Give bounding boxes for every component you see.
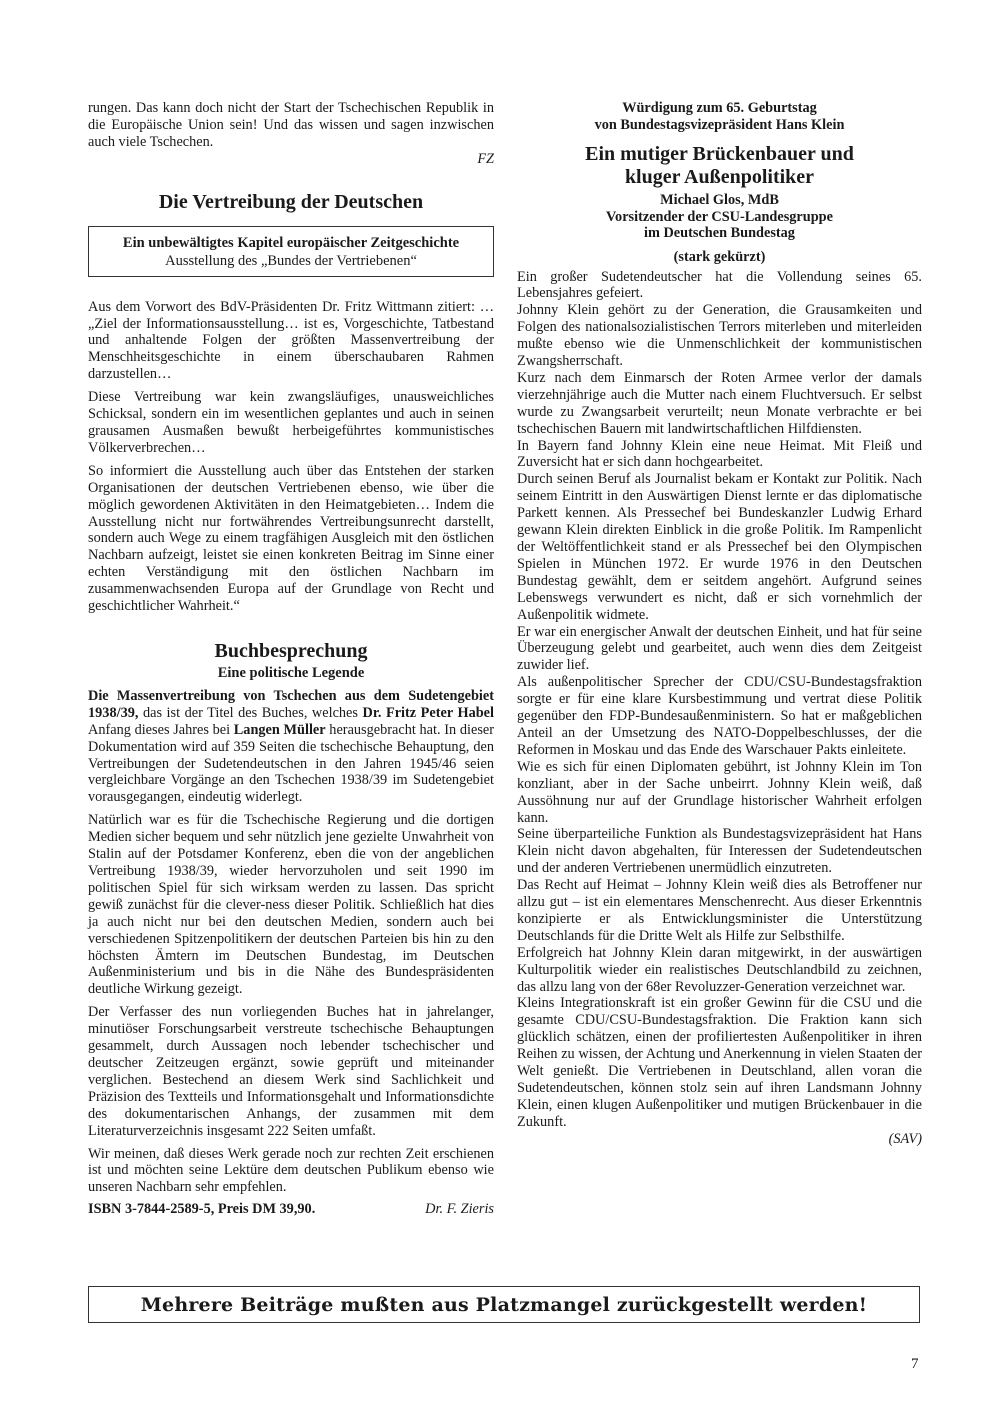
intro-signature-row bbox=[88, 151, 494, 168]
book-title: Die Massenvertreibung von Tschechen aus dem Sudetengebiet 1938/39, bbox=[88, 687, 494, 721]
paragraph: Natürlich war es für die Tschechische Regierung und die dortigen Medien sicher bequem und sehr nützlich jene gezielte Unwahrheit von Stalin auf der Potsdamer Konferenz, eben die von der angeblichen Vertreibung 1938/39, wieder hervorzuholen und seit 1990 im politischen Spiel für sich wirksam werden zu lassen. Das spricht gewiß zunächst für die clever-ness dieser Politik. Schließlich hat dies ja auch nicht nur bei den deutschen Medien, sondern auch bei verschiedenen Spitzenpolitikern der deutschen Parteien bis hin zu den höchsten Ämtern im Deutschen Bundestag, im Deutschen Außenministerium und bis in die Nähe des Bundespräsidenten deutliche Wirkung gezeigt. bbox=[88, 812, 494, 998]
signature-fz: FZ bbox=[477, 150, 494, 167]
sav-signature-row bbox=[517, 1131, 922, 1148]
banner-text: Mehrere Beiträge mußten aus Platzmangel zurückgestellt werden! bbox=[140, 1293, 868, 1316]
paragraph: Diese Vertreibung war kein zwangsläufiges, unausweichliches Schicksal, sondern ein im wesentlichen geplantes und auch in seinen grausamen Ausmaßen bewußt herbeigeführtes kommunistisches Völkerverbrechen… bbox=[88, 389, 494, 456]
isbn-row bbox=[88, 1201, 494, 1218]
paragraph: In Bayern fand Johnny Klein eine neue Heimat. Mit Fleiß und Zuversicht hat er sich dann hochgearbeitet. bbox=[517, 437, 922, 471]
paragraph: Der Verfasser des nun vorliegenden Buches hat in jahrelanger, minutiöser Forschungsarbeit verstreute tschechische Behauptungen gesammelt, durch Aussagen noch lebender tschechischer und deutscher Zeitzeugen ergänzt, sowie geprüft und miteinander verglichen. Bestechend an diesem Werk sind Sachlichkeit und Präzision des Textteils und Informationsgehalt und Informationsdichte des dokumentarischen Anhangs, der zusammen mit dem Literaturverzeichnis insgesamt 222 Seiten umfaßt. bbox=[88, 1004, 494, 1139]
right-column bbox=[517, 100, 922, 1148]
article-title-line-1: Ein mutiger Brückenbauer und bbox=[585, 143, 854, 165]
isbn-price: ISBN 3-7844-2589-5, Preis DM 39,90. bbox=[88, 1201, 316, 1218]
page-number: 7 bbox=[911, 1356, 919, 1372]
left-column bbox=[88, 100, 494, 1218]
paragraph: Durch seinen Beruf als Journalist bekam er Kontakt zur Politik. Nach seinem Eintritt in den Auswärtigen Dienst lernte er das diplomatische Parkett kennen. Als Pressechef bei Bundeskanzler Ludwig Erhard gewann Klein direkten Einblick in die große Politik. Im Rampenlicht der Weltöffentlichkeit stand er als Pressechef bei den Olympischen Spielen in München 1972. Er wurde 1976 in den Deutschen Bundestag gewählt, dem er seitdem angehört. Aufgrund seines Lebenswegs verwundert es nicht, daß er sich vornehmlich der Außenpolitik widmete. bbox=[517, 471, 922, 623]
paragraph: Das Recht auf Heimat – Johnny Klein weiß dies als Betroffener nur allzu gut – ist ein elementares Menschenrecht. Aus dieser Erkenntnis konzipierte er als Entwicklungsminister die Unterstützung Deutschlands für die Dritte Welt als Hilfe zur Selbsthilfe. bbox=[517, 877, 922, 944]
box-title: Ein unbewältigtes Kapitel europäischer Zeitgeschichte bbox=[122, 234, 460, 251]
intro-paragraph: rungen. Das kann doch nicht der Start der Tschechischen Republik in die Europäische Union sein! Und das wissen und sagen inzwischen auch viele Tschechen. bbox=[88, 100, 494, 150]
article-title-line-2: kluger Außenpolitiker bbox=[624, 166, 815, 188]
book-publisher: Langen Müller bbox=[233, 721, 326, 738]
paragraph: Kurz nach dem Einmarsch der Roten Armee verlor der damals vierzehnjährige auch die Mutter nach einem Fluchtversuch. Er selbst wurde zu Zwangsarbeit verurteilt; neun Monate verbrachte er bei tschechischen Bauern mit landwirtschaftlichen Hilfdiensten. bbox=[517, 369, 922, 437]
paragraph: Seine überparteiliche Funktion als Bundestagsvizepräsident hat Hans Klein nicht davon abgehalten, für Interessen der Sudetendeutschen und der anderen Vertriebenen unermüdlich einzutreten. bbox=[517, 826, 922, 877]
book-lead-paragraph: Die Massenvertreibung von Tschechen aus dem Sudetengebiet 1938/39, das ist der Titel des Buches, welches Dr. Fritz Peter Habel Anfang dieses Jahres bei Langen Müller herausgebracht hat. In dieser Dokumentation wird auf 359 Seiten die tschechische Behauptung, den Vertreibungen der Sudetendeutschen in den Jahren 1945/46 seien vergleichbare Vorgänge an den Tschechen 1938/39 im Sudetengebiet vorausgegangen, eindeutig widerlegt. bbox=[88, 687, 494, 806]
paragraph: Er war ein energischer Anwalt der deutschen Einheit, und hat für seine Überzeugung gelebt und gearbeitet, auch wenn dies dem Zeitgeist zuwider lief. bbox=[517, 623, 922, 674]
paragraph: Kleins Integrationskraft ist ein großer Gewinn für die CSU und die gesamte CDU/CSU-Bundestagsfraktion. Die Fraktion kann sich glücklich schätzen, einen der profiliertesten Außenpolitiker in ihren Reihen zu wissen, der Achtung und Anerkennung in vielen Staaten der Welt genießt. Die Vertriebenen in Deutschland, allen voran die Sudetendeutschen, können stolz sein auf ihren Landsmann Johnny Klein, einen klugen Außenpolitiker und mutigen Brückenbauer in die Zukunft. bbox=[517, 995, 922, 1130]
paragraph: Erfolgreich hat Johnny Klein daran mitgewirkt, in der auswärtigen Kulturpolitik wieder ein realistisches Deutschlandbild zu zeichnen, das allzu lang von der 68er Revoluzzer-Generation verzeichnet war. bbox=[517, 944, 922, 995]
signature-zieris: Dr. F. Zieris bbox=[425, 1201, 494, 1218]
kicker-line-1: Würdigung zum 65. Geburtstag bbox=[622, 100, 817, 116]
space-notice-banner bbox=[88, 1286, 920, 1323]
paragraph: Aus dem Vorwort des BdV-Präsidenten Dr. Fritz Wittmann zitiert: …„Ziel der Informationsausstellung… ist es, Vorgeschichte, Tatbestand und anhaltende Folgen der größten Massenvertreibung der Menschheitsgeschichte in einem überschaubaren Rahmen darzustellen… bbox=[88, 298, 494, 383]
author-role-2: im Deutschen Bundestag bbox=[644, 225, 795, 241]
author-role-1: Vorsitzender der CSU-Landesgruppe bbox=[606, 208, 833, 225]
box-subtitle: Ausstellung des „Bundes der Vertriebenen“ bbox=[165, 252, 417, 269]
paragraph: Wir meinen, daß dieses Werk gerade noch zur rechten Zeit erschienen ist und möchten seine Lektüre dem deutschen Publikum ebenso wie unseren Nachbarn sehr empfehlen. bbox=[88, 1145, 494, 1196]
exhibition-box bbox=[88, 226, 494, 277]
section-subtitle: Eine politische Legende bbox=[217, 664, 365, 681]
paragraph: Wie es sich für einen Diplomaten gebührt, ist Johnny Klein im Ton konzliant, aber in der Sache unbeirrt. Johnny Klein weiß, daß Aussöhnung nur auf der Grundlage historischer Wahrheit erfolgen kann. bbox=[517, 758, 922, 826]
section-title-buchbesprechung: Buchbesprechung bbox=[214, 639, 368, 662]
paragraph: Ein großer Sudetendeutscher hat die Vollendung seines 65. Lebensjahres gefeiert. bbox=[517, 268, 922, 302]
signature-sav: (SAV) bbox=[888, 1130, 922, 1147]
paragraph: So informiert die Ausstellung auch über das Entstehen der starken Organisationen der deutschen Vertriebenen ebenso, wie über die möglich gewordenen Aktivitäten in den Heimatgebieten… Indem die Ausstellung nicht nur fortwährendes Vertreibungsunrecht darstellt, sondern auch Wege zu einem tragfähigen Ausgleich mit den östlichen Nachbarn aufzeigt, leistet sie einen konkreten Beitrag im Sinne einer echten Verständigung mit den östlichen Nachbarn im zusammenwachsenden Europa auf der Grundlage von Recht und geschichtlicher Wahrheit.“ bbox=[88, 462, 494, 615]
abridged-note: (stark gekürzt) bbox=[673, 248, 766, 265]
book-author: Dr. Fritz Peter Habel bbox=[362, 704, 494, 721]
author-name: Michael Glos, MdB bbox=[660, 192, 779, 208]
section-title-vertreibung: Die Vertreibung der Deutschen bbox=[158, 190, 424, 213]
kicker-line-2: von Bundestagsvizepräsident Hans Klein bbox=[594, 117, 845, 133]
paragraph: Als außenpolitischer Sprecher der CDU/CSU-Bundestagsfraktion sorgte er für eine klare Kursbestimmung und vertrat diese Politik gegenüber den FDP-Bundesaußenministern. So hat er maßgeblichen Anteil an der Umsetzung des NATO-Doppelbeschlusses, der die Reformen in Moskau und das Ende des Warschauer Pakts einleitete. bbox=[517, 674, 922, 758]
paragraph: Johnny Klein gehört zu der Generation, die Grausamkeiten und Folgen des nationalsozialistischen Terrors miterleben und miterleiden mußte ebenso wie die Unmenschlichkeit der kommunistischen Zwangsherrschaft. bbox=[517, 302, 922, 370]
